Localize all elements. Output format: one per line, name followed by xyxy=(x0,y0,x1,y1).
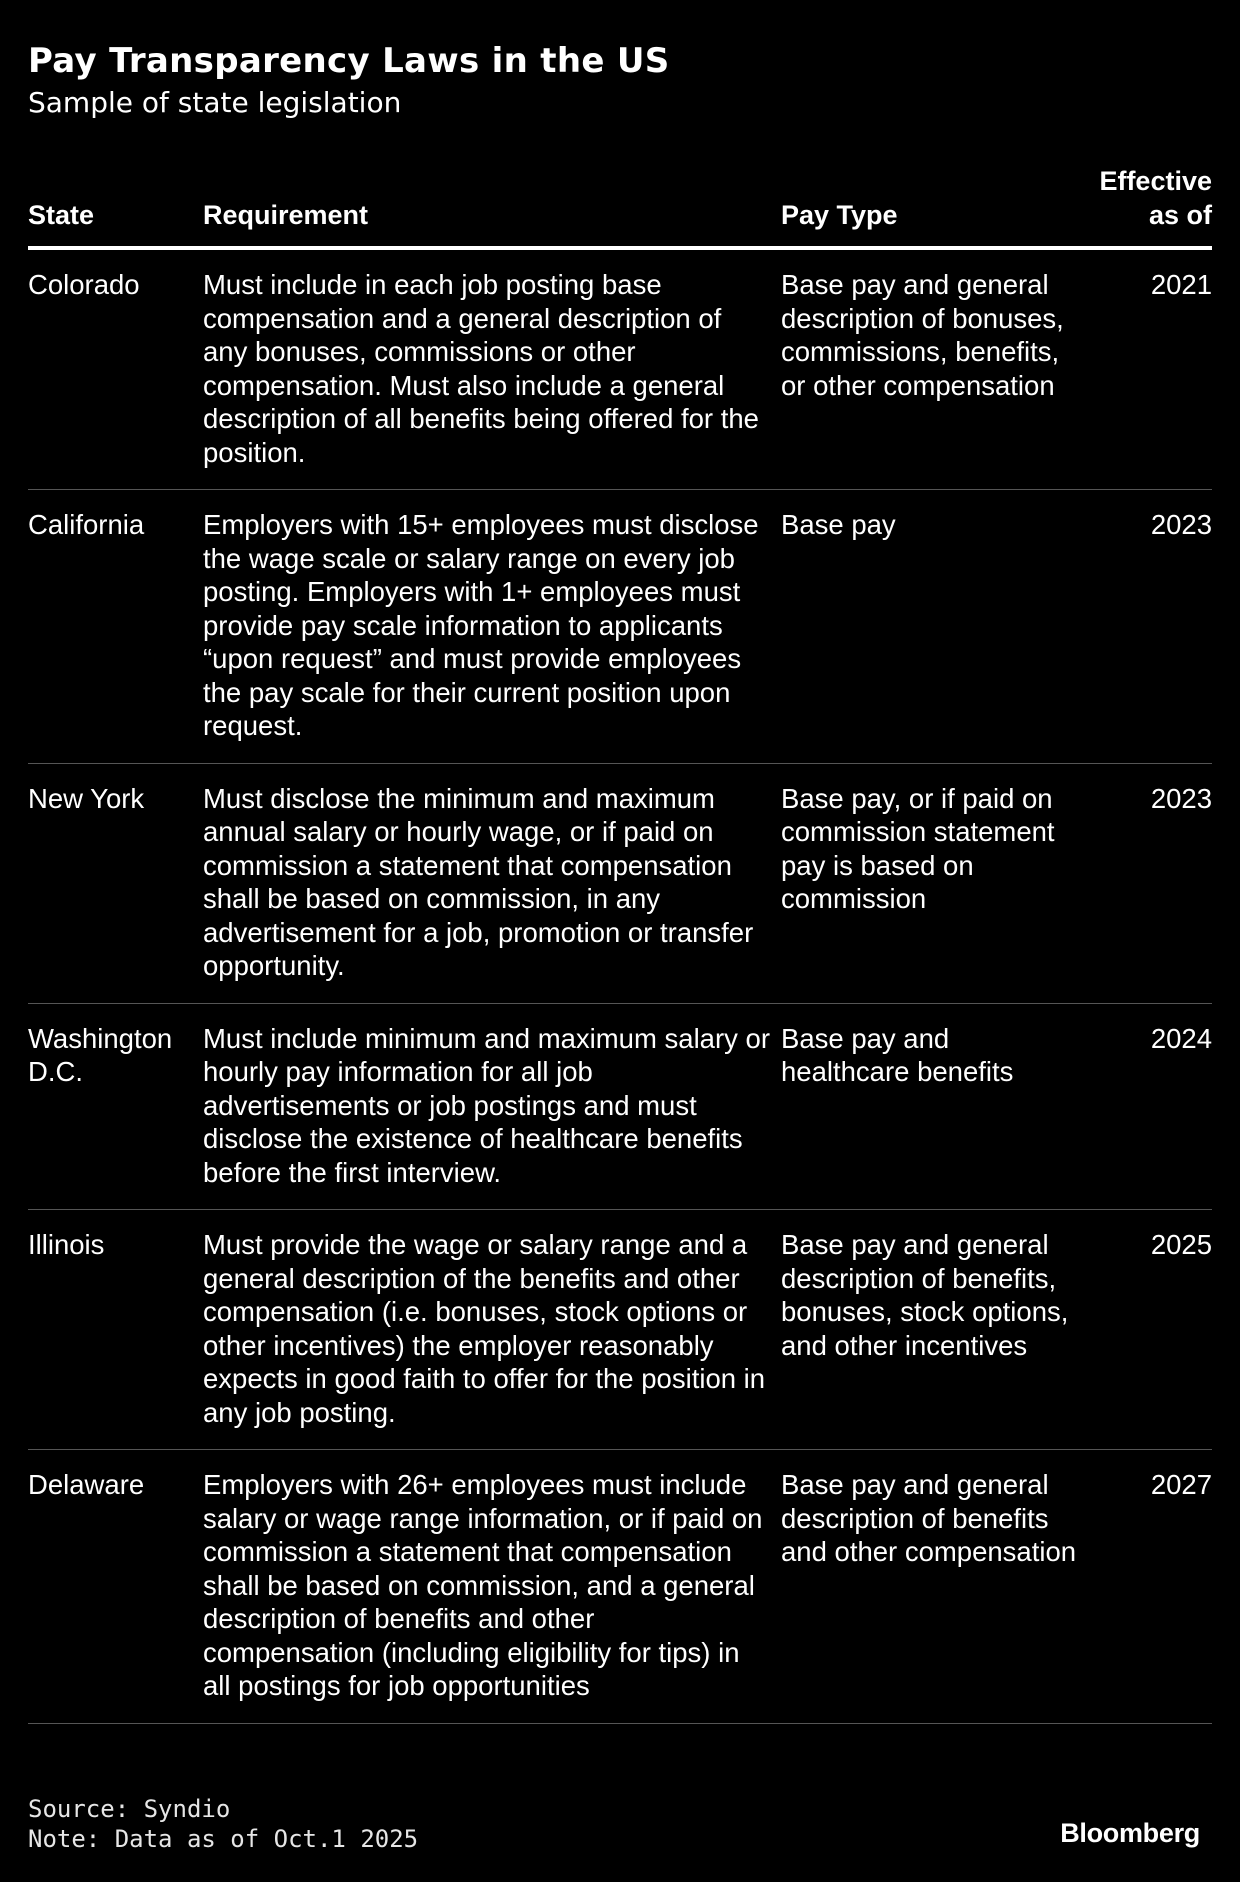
table-row xyxy=(28,1210,1212,1450)
table-row xyxy=(28,763,1212,1003)
data-note: Note: Data as of Oct.1 2025 xyxy=(28,1825,419,1853)
chart-title: Pay Transparency Laws in the US xyxy=(28,41,670,81)
header-effective: Effective as of xyxy=(1087,150,1212,248)
cell-requirement: Must include minimum and maximum salary or hourly pay information for all job advertisements or job postings and must disclose the existence of healthcare benefits before the first interview. xyxy=(203,1003,781,1210)
cell-state: Washington D.C. xyxy=(28,1003,203,1210)
cell-requirement: Must provide the wage or salary range and a general description of the benefits and other compensation (i.e. bonuses, stock options or other incentives) the employer reasonably expects in good faith to offer for the position in any job posting. xyxy=(203,1210,781,1450)
cell-pay-type: Base pay and general description of bonuses, commissions, benefits, or other compensation xyxy=(781,248,1087,490)
legislation-table xyxy=(28,150,1212,1724)
footer xyxy=(28,1794,418,1854)
table-row xyxy=(28,248,1212,490)
cell-pay-type: Base pay and general description of benefits and other compensation xyxy=(781,1450,1087,1724)
cell-effective: 2023 xyxy=(1087,763,1212,1003)
cell-state: Illinois xyxy=(28,1210,203,1450)
source-note: Source: Syndio xyxy=(28,1795,231,1823)
cell-pay-type: Base pay, or if paid on commission statement pay is based on commission xyxy=(781,763,1087,1003)
cell-effective: 2025 xyxy=(1087,1210,1212,1450)
table-header-row xyxy=(28,150,1212,248)
header-pay-type: Pay Type xyxy=(781,150,1087,248)
table-row xyxy=(28,1003,1212,1210)
cell-state: Colorado xyxy=(28,248,203,490)
cell-effective: 2021 xyxy=(1087,248,1212,490)
cell-state: New York xyxy=(28,763,203,1003)
cell-requirement: Must disclose the minimum and maximum annual salary or hourly wage, or if paid on commission a statement that compensation shall be based on commission, in any advertisement for a job, promotion or transfer opportunity. xyxy=(203,763,781,1003)
cell-effective: 2024 xyxy=(1087,1003,1212,1210)
cell-effective: 2027 xyxy=(1087,1450,1212,1724)
cell-requirement: Employers with 26+ employees must include salary or wage range information, or if paid on commission a statement that compensation shall be based on commission, and a general description of benefits and other compensation (including eligibility for tips) in all postings for job opportunities xyxy=(203,1450,781,1724)
chart-subtitle: Sample of state legislation xyxy=(28,86,402,119)
cell-pay-type: Base pay xyxy=(781,490,1087,764)
cell-state: California xyxy=(28,490,203,764)
cell-pay-type: Base pay and general description of benefits, bonuses, stock options, and other incentives xyxy=(781,1210,1087,1450)
header-state: State xyxy=(28,150,203,248)
table-row xyxy=(28,490,1212,764)
cell-effective: 2023 xyxy=(1087,490,1212,764)
cell-requirement: Employers with 15+ employees must disclose the wage scale or salary range on every job posting. Employers with 1+ employees must provide pay scale information to applicants “upon request” and must provide employees the pay scale for their current position upon request. xyxy=(203,490,781,764)
cell-state: Delaware xyxy=(28,1450,203,1724)
cell-requirement: Must include in each job posting base compensation and a general description of any bonuses, commissions or other compensation. Must also include a general description of all benefits being offered for the position. xyxy=(203,248,781,490)
table-body xyxy=(28,248,1212,1723)
cell-pay-type: Base pay and healthcare benefits xyxy=(781,1003,1087,1210)
table-row xyxy=(28,1450,1212,1724)
header-requirement: Requirement xyxy=(203,150,781,248)
bloomberg-logo: Bloomberg xyxy=(1060,1818,1200,1848)
chart-container xyxy=(28,36,1212,1701)
